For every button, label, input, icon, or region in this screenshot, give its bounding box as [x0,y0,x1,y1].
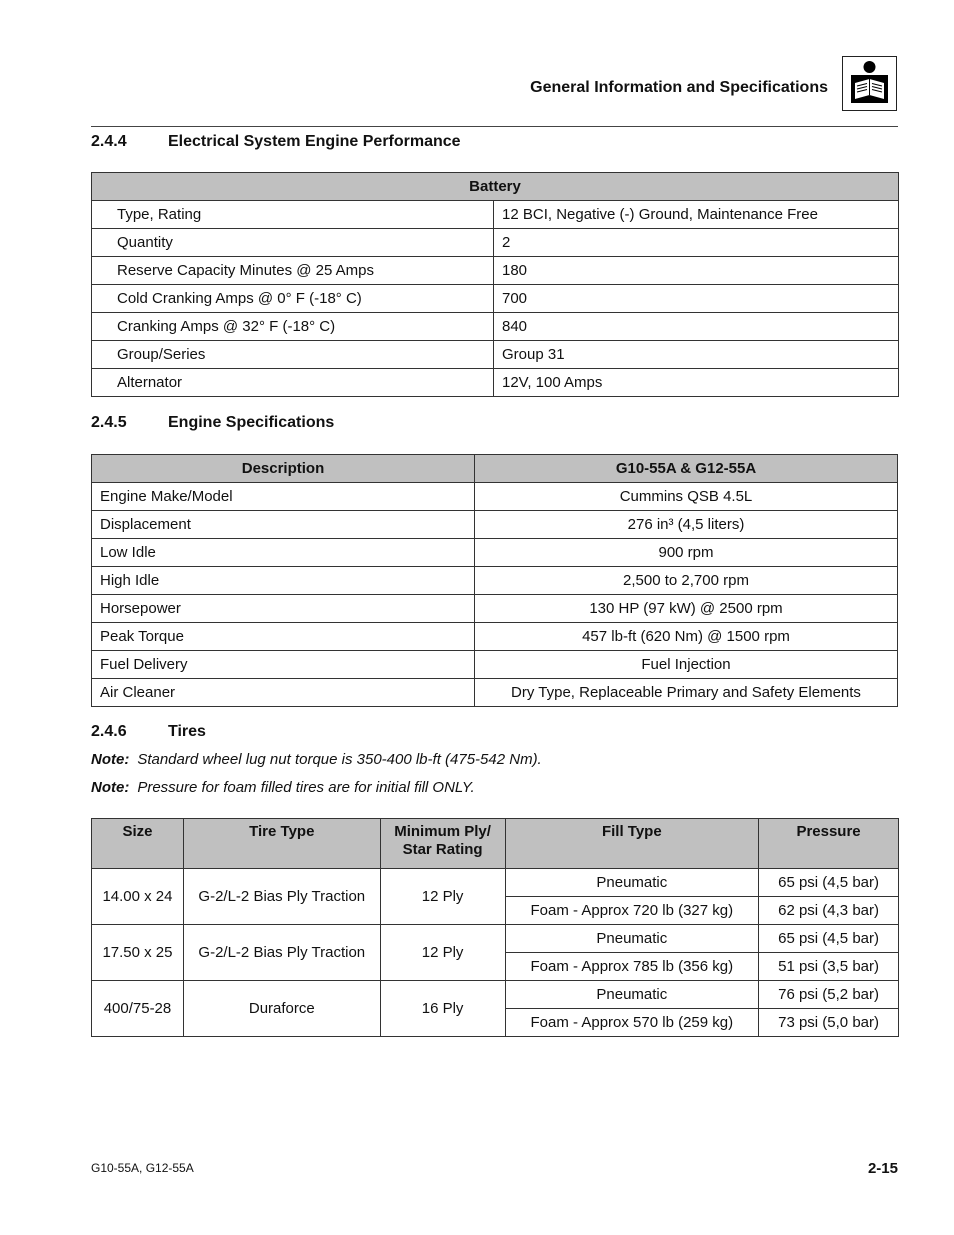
row-label: Alternator [92,369,494,397]
row-label: Quantity [92,229,494,257]
page-number: 2-15 [867,1160,898,1177]
row-value: 12V, 100 Amps [494,369,899,397]
column-header-size: Size [92,819,184,869]
row-label: Horsepower [92,595,475,623]
battery-header: Battery [92,173,899,201]
note-text: Pressure for foam filled tires are for initial fill ONLY. [137,779,475,796]
section-title: Electrical System Engine Performance [168,133,461,150]
row-value: 130 HP (97 kW) @ 2500 rpm [475,595,898,623]
row-value: 12 BCI, Negative (-) Ground, Maintenance Free [494,201,899,229]
section-number: 2.4.4 [91,133,127,150]
tire-ply: 12 Ply [380,925,505,981]
row-value: Group 31 [494,341,899,369]
note-label: Note: [91,751,130,768]
table-row [92,869,899,897]
row-label: Type, Rating [92,201,494,229]
fill-type: Foam - Approx 720 lb (327 kg) [505,897,759,925]
row-value: 900 rpm [475,539,898,567]
table-row [92,679,898,707]
note-label: Note: [91,779,130,796]
row-label: Cold Cranking Amps @ 0° F (-18° C) [92,285,494,313]
tire-size: 14.00 x 24 [92,869,184,925]
row-value: 2,500 to 2,700 rpm [475,567,898,595]
row-label: High Idle [92,567,475,595]
tire-ply: 16 Ply [380,981,505,1037]
row-label: Displacement [92,511,475,539]
header-divider [91,126,898,127]
tire-size: 400/75-28 [92,981,184,1037]
table-row [92,925,899,953]
tire-type: Duraforce [183,981,380,1037]
tire-type: G-2/L-2 Bias Ply Traction [183,869,380,925]
row-value: 276 in³ (4,5 liters) [475,511,898,539]
section-number: 2.4.5 [91,414,127,431]
table-row [92,257,899,285]
table-row [92,567,898,595]
fill-type: Pneumatic [505,925,759,953]
column-header-description: Description [92,455,475,483]
table-row [92,201,899,229]
tire-type: G-2/L-2 Bias Ply Traction [183,925,380,981]
section-heading-2-4-5 [91,414,334,432]
note-foam-pressure [91,779,475,796]
row-value: Fuel Injection [475,651,898,679]
tires-table [91,818,899,1037]
note-text: Standard wheel lug nut torque is 350-400 lb-ft (475-542 Nm). [137,751,542,768]
note-lug-nut-torque [91,751,542,768]
page-header-title: General Information and Specifications [530,79,828,96]
table-row [92,651,898,679]
pressure: 73 psi (5,0 bar) [759,1009,899,1037]
table-header-row [92,173,899,201]
table-row [92,623,898,651]
section-heading-2-4-4 [91,133,461,151]
table-row [92,229,899,257]
footer-models: G10-55A, G12-55A [91,1161,194,1175]
row-label: Air Cleaner [92,679,475,707]
row-value: Dry Type, Replaceable Primary and Safety Elements [475,679,898,707]
row-label: Low Idle [92,539,475,567]
row-label: Peak Torque [92,623,475,651]
table-row [92,483,898,511]
tire-size: 17.50 x 25 [92,925,184,981]
section-heading-2-4-6 [91,723,206,741]
fill-type: Foam - Approx 570 lb (259 kg) [505,1009,759,1037]
row-value: 457 lb-ft (620 Nm) @ 1500 rpm [475,623,898,651]
row-label: Group/Series [92,341,494,369]
table-row [92,511,898,539]
row-label: Engine Make/Model [92,483,475,511]
fill-type: Foam - Approx 785 lb (356 kg) [505,953,759,981]
column-header-tire-type: Tire Type [183,819,380,869]
table-row [92,369,899,397]
table-row [92,981,899,1009]
column-header-ply-rating [380,819,505,869]
section-title: Tires [168,723,206,740]
battery-table [91,172,899,397]
row-value: 840 [494,313,899,341]
tire-ply: 12 Ply [380,869,505,925]
fill-type: Pneumatic [505,981,759,1009]
row-value: Cummins QSB 4.5L [475,483,898,511]
pressure: 65 psi (4,5 bar) [759,869,899,897]
column-header-models: G10-55A & G12-55A [475,455,898,483]
row-value: 2 [494,229,899,257]
column-header-fill-type: Fill Type [505,819,759,869]
row-label: Cranking Amps @ 32° F (-18° C) [92,313,494,341]
table-row [92,341,899,369]
pressure: 51 psi (3,5 bar) [759,953,899,981]
reader-book-icon [842,56,897,111]
column-header-pressure: Pressure [759,819,899,869]
row-value: 700 [494,285,899,313]
section-title: Engine Specifications [168,414,335,431]
table-header-row [92,819,899,869]
header-line: Minimum Ply/ [394,823,491,840]
table-row [92,313,899,341]
pressure: 65 psi (4,5 bar) [759,925,899,953]
table-row [92,595,898,623]
engine-spec-table [91,454,898,707]
fill-type: Pneumatic [505,869,759,897]
row-label: Reserve Capacity Minutes @ 25 Amps [92,257,494,285]
row-value: 180 [494,257,899,285]
section-number: 2.4.6 [91,723,127,740]
table-header-row [92,455,898,483]
pressure: 62 psi (4,3 bar) [759,897,899,925]
row-label: Fuel Delivery [92,651,475,679]
header-line: Star Rating [402,841,483,858]
table-row [92,539,898,567]
table-row [92,285,899,313]
pressure: 76 psi (5,2 bar) [759,981,899,1009]
